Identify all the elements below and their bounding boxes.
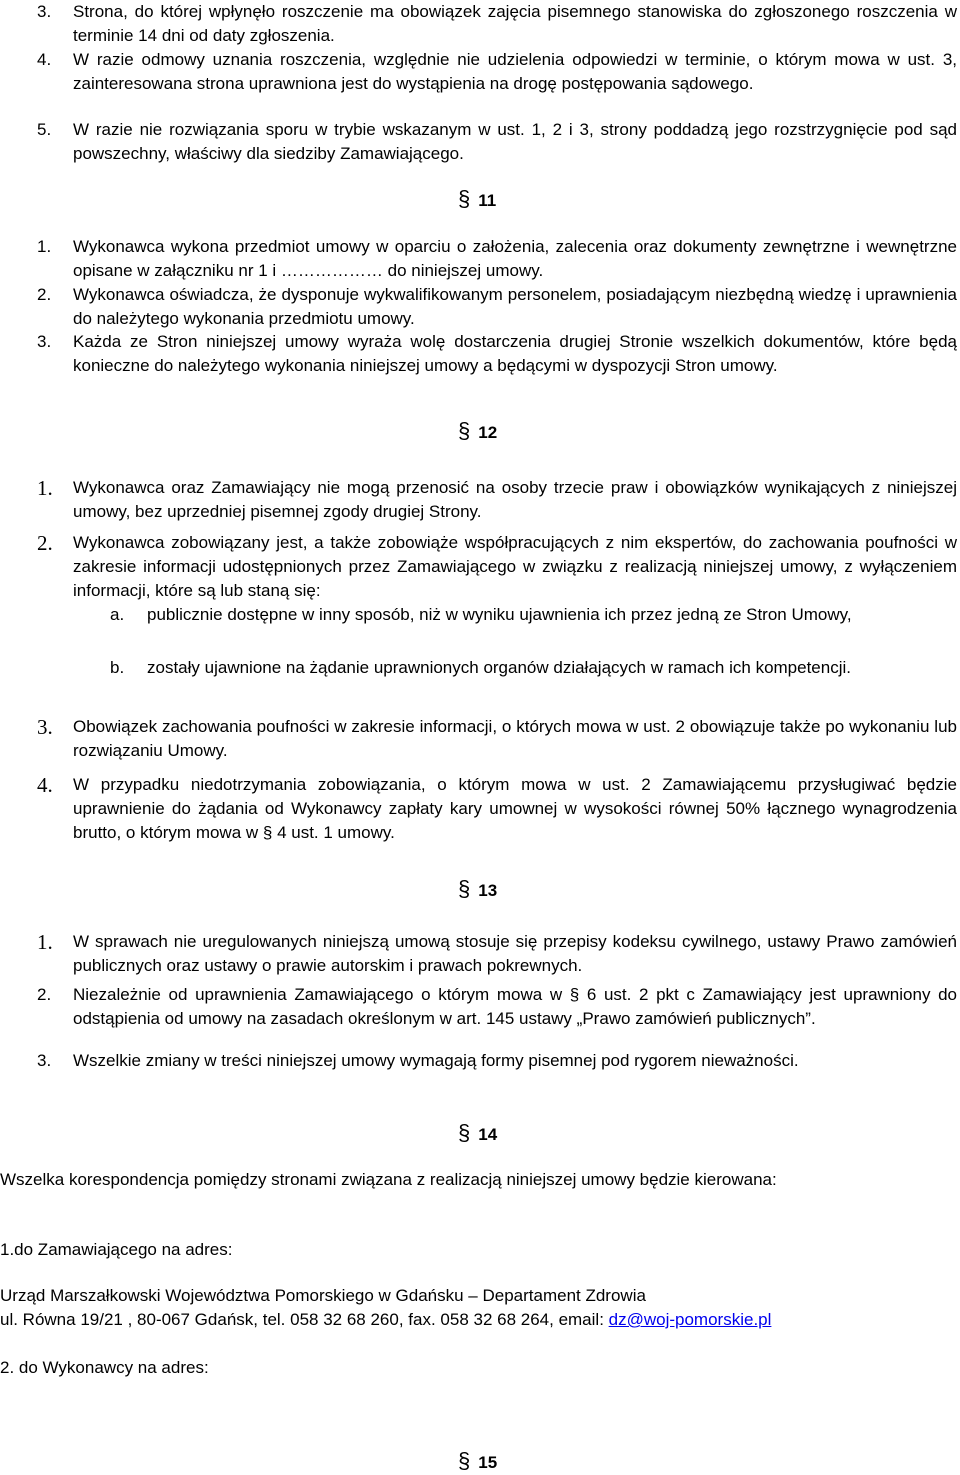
to-contractor-label: 2. do Wykonawcy na adres: xyxy=(0,1358,209,1377)
item-number: 2. xyxy=(37,285,52,304)
item-number: 2. xyxy=(37,985,52,1004)
item-number: 1. xyxy=(37,476,53,500)
item-number: 5. xyxy=(37,120,52,139)
item-text: Wszelkie zmiany w treści niniejszej umowy wymagają formy pisemnej pod rygorem nieważności. xyxy=(73,1051,799,1070)
item-text: W razie nie rozwiązania sporu w trybie wskazanym w ust. 1, 2 i 3, strony poddadzą jego rozstrzygnięcie pod sąd powszechny, właściwy dla siedziby Zamawiającego. xyxy=(73,120,957,163)
list-item xyxy=(37,773,957,845)
item-text: Wykonawca oraz Zamawiający nie mogą przenosić na osoby trzecie praw i obowiązków wynikających z niniejszej umowy, bez uprzedniej pisemnej zgody drugiej Strony. xyxy=(73,478,957,521)
item-number: 3. xyxy=(37,1051,52,1070)
employer-address-text: ul. Równa 19/21 , 80-067 Gdańsk, tel. 058 32 68 260, fax. 058 32 68 264, email: xyxy=(0,1310,609,1329)
list-item xyxy=(37,476,957,524)
item-text: W razie odmowy uznania roszczenia, względnie nie udzielenia odpowiedzi w terminie, o którym mowa w ust. 3, zainteresowana strona uprawniona jest do wystąpienia na drogę postępowania sądowego. xyxy=(73,50,957,93)
item-text: Strona, do której wpłynęło roszczenie ma obowiązek zajęcia pisemnego stanowiska do zgłoszonego roszczenia w terminie 14 dni od daty zgłoszenia. xyxy=(73,2,957,45)
correspondence-intro: Wszelka korespondencja pomiędzy stronami związana z realizacją niniejszej umowy będzie kierowana: xyxy=(0,1170,777,1189)
section-heading-14 xyxy=(458,1120,497,1146)
paragraph-symbol: § xyxy=(458,186,471,211)
item-text: Obowiązek zachowania poufności w zakresie informacji, o których mowa w ust. 2 obowiązuje także po wykonaniu lub rozwiązaniu Umowy. xyxy=(73,717,957,760)
list-item xyxy=(37,330,957,378)
list-item xyxy=(37,0,957,48)
item-number: 3. xyxy=(37,715,53,739)
item-text: Wykonawca zobowiązany jest, a także zobowiąże współpracujących z nim ekspertów, do zachowania poufności w zakresie informacji udostępnionych przez Zamawiającego w związku z realizacją niniejszej umowy, z wyłączeniem informacji, które są lub staną się: xyxy=(73,533,957,600)
paragraph-symbol: § xyxy=(458,418,471,443)
paragraph-symbol: § xyxy=(458,876,471,901)
item-text: Każda ze Stron niniejszej umowy wyraża wolę dostarczenia drugiej Stronie wszelkich dokumentów, które będą konieczne do należytego wykonania niniejszej umowy a będącymi w dyspozycji Stron umowy. xyxy=(73,332,957,375)
item-text: W sprawach nie uregulowanych niniejszą umową stosuje się przepisy kodeksu cywilnego, ustawy Prawo zamówień publicznych oraz ustawy o prawie autorskim i prawach pokrewnych. xyxy=(73,932,957,975)
section-number: 15 xyxy=(478,1453,498,1472)
employer-email-link[interactable]: dz@woj-pomorskie.pl xyxy=(608,1310,772,1329)
sub-item-letter: a. xyxy=(110,605,125,624)
section-heading-12 xyxy=(458,418,497,444)
item-text: W przypadku niedotrzymania zobowiązania, o którym mowa w ust. 2 Zamawiającemu przysługiwać będzie uprawnienie do żądania od Wykonawcy zapłaty kary umownej w wysokości równej 50% łącznego wynagrodzenia brutto, o którym mowa w § 4 ust. 1 umowy. xyxy=(73,775,957,842)
item-number: 1. xyxy=(37,930,53,954)
item-number: 3. xyxy=(37,332,52,351)
section-number: 14 xyxy=(478,1125,498,1144)
sub-item-a xyxy=(110,603,958,627)
list-item xyxy=(37,235,957,283)
item-number: 4. xyxy=(37,50,52,69)
item-text: Wykonawca wykona przedmiot umowy w oparciu o założenia, zalecenia oraz dokumenty zewnętrzne i wewnętrzne opisane w załączniku nr 1 i ……………… do niniejszej umowy. xyxy=(73,237,957,280)
sub-item-letter: b. xyxy=(110,658,125,677)
item-number: 2. xyxy=(37,531,53,555)
section-heading-11 xyxy=(458,186,496,212)
list-item xyxy=(37,531,957,603)
list-item xyxy=(37,283,957,331)
to-employer-label: 1.do Zamawiającego na adres: xyxy=(0,1240,233,1259)
list-item xyxy=(37,983,957,1031)
section-number: 12 xyxy=(478,423,498,442)
sub-item-text: zostały ujawnione na żądanie uprawnionych organów działających w ramach ich kompetencji. xyxy=(147,658,851,677)
section-number: 11 xyxy=(478,191,497,210)
list-item xyxy=(37,930,957,978)
sub-item-b xyxy=(110,656,958,680)
paragraph-symbol: § xyxy=(458,1120,471,1145)
item-text: Wykonawca oświadcza, że dysponuje wykwalifikowanym personelem, posiadającym niezbędną wiedzę i uprawnienia do należytego wykonania przedmiotu umowy. xyxy=(73,285,957,328)
list-item xyxy=(37,715,957,763)
sub-item-text: publicznie dostępne w inny sposób, niż w wyniku ujawnienia ich przez jedną ze Stron Umowy, xyxy=(147,605,852,624)
item-number: 3. xyxy=(37,2,52,21)
section-number: 13 xyxy=(478,881,498,900)
employer-address xyxy=(0,1308,958,1332)
item-number: 1. xyxy=(37,237,52,256)
section-heading-13 xyxy=(458,876,497,902)
item-text: Niezależnie od uprawnienia Zamawiającego o którym mowa w § 6 ust. 2 pkt c Zamawiający jest uprawniony do odstąpienia od umowy na zasadach określonym w art. 145 ustawy „Prawo zamówień publicznych”. xyxy=(73,985,957,1028)
section-heading-15 xyxy=(458,1448,497,1474)
paragraph-symbol: § xyxy=(458,1448,471,1473)
employer-name: Urząd Marszałkowski Województwa Pomorskiego w Gdańsku – Departament Zdrowia xyxy=(0,1286,646,1305)
item-number: 4. xyxy=(37,773,53,797)
list-item xyxy=(37,48,957,96)
list-item xyxy=(37,1049,957,1073)
list-item xyxy=(37,118,957,166)
